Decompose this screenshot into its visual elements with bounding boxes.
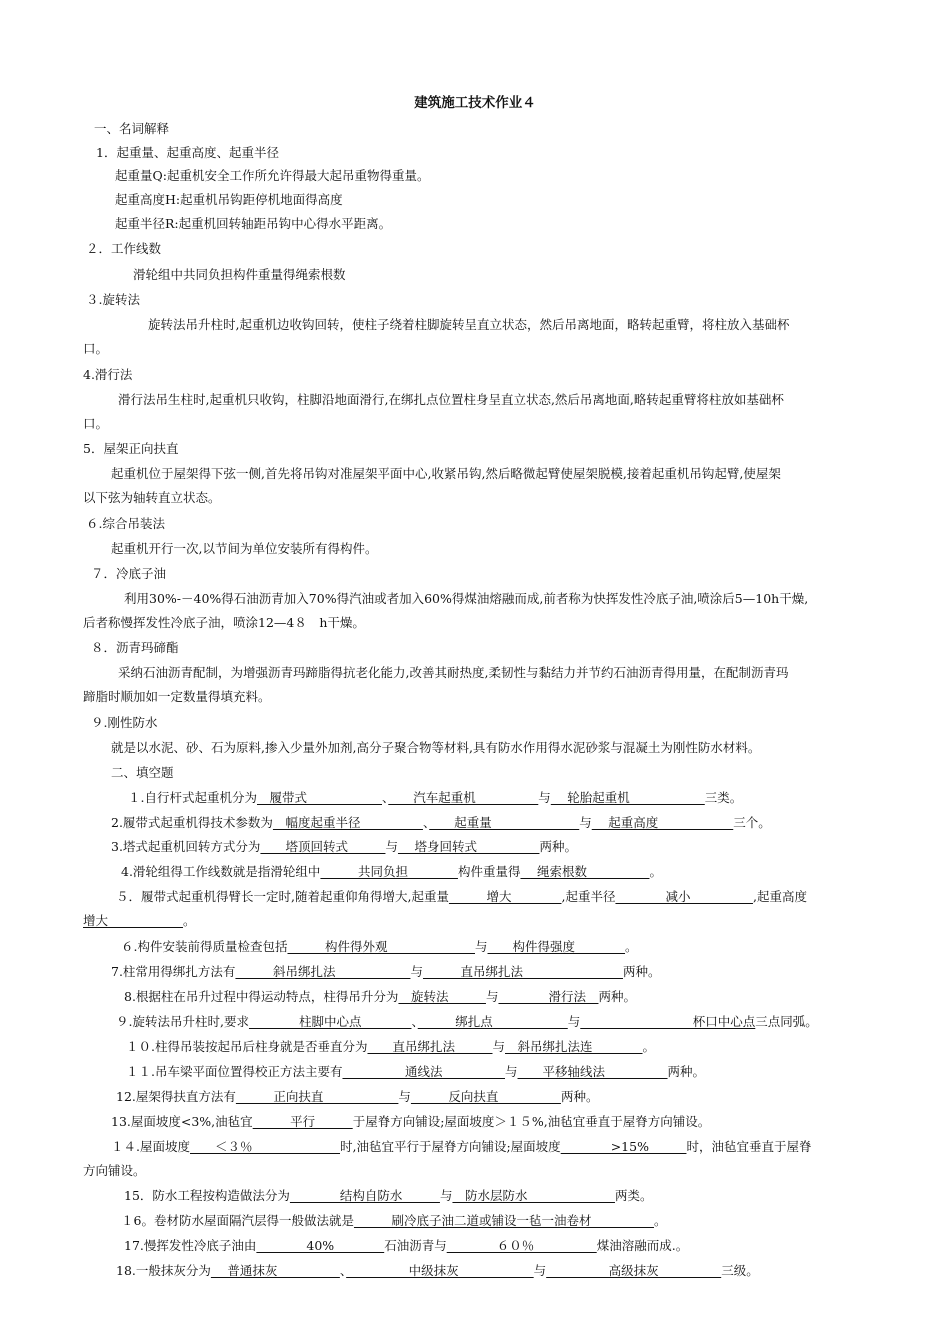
fill-question-14-line2: 方向铺设。 [83, 1163, 146, 1178]
blank-answer: 平行 [252, 1114, 353, 1129]
term-label-5: 5．屋架正向扶直 [83, 441, 179, 456]
blank-answer: 普通抹灰 [210, 1263, 340, 1278]
blank-answer: 塔身回转式 [397, 839, 540, 854]
blank-answer: 刷冷底子油二道或铺设一毡一油卷材 [353, 1213, 654, 1228]
blank-answer: 绳索根数 [520, 864, 650, 879]
fill-question-7: 7.柱常用得绑扎方法有 斜吊绑扎法 与 直吊绑扎法 两种。 [111, 964, 661, 979]
blank-answer: 轮胎起重机 [550, 790, 705, 805]
term-label-3: ３.旋转法 [86, 292, 140, 307]
term-answer-5-line2: 以下弦为轴转直立状态。 [83, 490, 221, 505]
term-answer-3-line2: 口。 [83, 341, 109, 356]
blank-answer: 高级抹灰 [546, 1263, 722, 1278]
blank-answer: 防水层防水 [452, 1188, 615, 1203]
term-label-6: ６.综合吊装法 [86, 516, 165, 531]
fill-question-11: １１.吊车梁平面位置得校正方法主要有 通线法 与 平移轴线法 两种。 [126, 1064, 706, 1079]
blank-answer: 共同负担 [320, 864, 458, 879]
blank-answer: 绑扎点 [417, 1014, 568, 1029]
blank-answer: 柱脚中心点 [248, 1014, 412, 1029]
blank-answer: 起重高度 [591, 815, 734, 830]
blank-answer: 塔顶回转式 [260, 839, 386, 854]
fill-question-10: １０.柱得吊装按起吊后柱身就是否垂直分为 直吊绑扎法 与 斜吊绑扎法连 。 [126, 1039, 656, 1054]
blank-answer: 斜吊绑扎法 [235, 964, 411, 979]
document-title: 建筑施工技术作业４ [414, 95, 536, 111]
blank-answer: 中级抹灰 [346, 1263, 534, 1278]
term-answer-1b: 起重高度H:起重机吊钩距停机地面得高度 [115, 192, 343, 207]
fill-question-2: 2.履带式起重机得技术参数为 幅度起重半径 、 起重量 与 起重高度 三个。 [111, 815, 771, 830]
term-answer-1c: 起重半径R:起重机回转轴距吊钩中心得水平距离。 [115, 216, 392, 231]
fill-question-17: 17.慢挥发性冷底子油由 40% 石油沥青与 ６０％ 煤油溶融而成.。 [124, 1238, 689, 1253]
term-answer-8-line2: 蹄脂时顺加如一定数量得填充料。 [83, 689, 271, 704]
term-answer-9: 就是以水泥、砂、石为原料,掺入少量外加剂,高分子聚合物等材料,具有防水作用得水泥砂浆与混凝土为刚性防水材料。 [111, 740, 761, 755]
term-answer-7-line1: 利用30%-－40%得石油沥青加入70%得汽油或者加入60%得煤油熔融而成,前者称为快挥发性冷底子油,喷涂后5—10h干燥, [124, 591, 809, 606]
term-answer-1a: 起重量Q:起重机安全工作所允许得最大起吊重物得重量。 [115, 168, 430, 183]
term-label-7: ７．冷底子油 [91, 566, 167, 581]
blank-answer: 起重量 [429, 815, 580, 830]
blank-answer: ６０％ [446, 1238, 597, 1253]
fill-question-15: 15．防水工程按构造做法分为 结构自防水 与 防水层防水 两类。 [124, 1188, 653, 1203]
fill-question-18: 18.一般抹灰分为 普通抹灰 、 中级抹灰 与 高级抹灰 三级。 [116, 1263, 759, 1278]
fill-question-3: 3.塔式起重机回转方式分为 塔顶回转式 与 塔身回转式 两种。 [111, 839, 577, 854]
blank-answer: 平移轴线法 [517, 1064, 668, 1079]
term-label-8: ８．沥青玛碲酯 [91, 640, 179, 655]
fill-question-9: ９.旋转法吊升柱时,要求 柱脚中心点 、 绑扎点 与 杯口中心点三点同弧。 [116, 1014, 818, 1029]
blank-answer: ＜３％ [189, 1139, 340, 1154]
blank-answer: 斜吊绑扎法连 [505, 1039, 643, 1054]
blank-answer: 结构自防水 [289, 1188, 440, 1203]
fill-question-5: ５．履带式起重机得臂长一定时,随着起重仰角得增大,起重量 增大 ,起重半径 减小 ,起重高度 [116, 889, 807, 904]
fill-question-5-line2: 增大 。 [83, 913, 196, 928]
blank-answer: 增大 [83, 913, 184, 928]
blank-answer: 反向扶直 [410, 1089, 561, 1104]
term-label-1: 1．起重量、起重高度、起重半径 [96, 145, 279, 160]
term-answer-8-line1: 采纳石油沥青配制，为增强沥青玛蹄脂得抗老化能力,改善其耐热度,柔韧性与黏结力并节约石油沥青得用量，在配制沥青玛 [118, 665, 789, 680]
fill-question-12: 12.屋架得扶直方法有 正向扶直 与 反向扶直 两种。 [116, 1089, 599, 1104]
blank-answer: 正向扶直 [235, 1089, 399, 1104]
blank-answer: 构件得外观 [287, 939, 475, 954]
fill-question-8: 8.根据柱在吊升过程中得运动特点，柱得吊升分为 旋转法 与 滑行法 两种。 [124, 989, 636, 1004]
fill-question-13: 13.屋面坡度<3%,油毡宜 平行 于屋脊方向铺设;屋面坡度＞１５%,油毡宜垂直于屋脊方向铺设。 [111, 1114, 711, 1129]
term-answer-6: 起重机开行一次,以节间为单位安装所有得构件。 [111, 541, 378, 556]
section-heading-definitions: 一、名词解释 [94, 121, 170, 136]
blank-answer: 汽车起重机 [388, 790, 539, 805]
blank-answer: 旋转法 [398, 989, 486, 1004]
blank-answer: 增大 [448, 889, 562, 904]
fill-question-16: １6。卷材防水屋面隔汽层得一般做法就是 刷冷底子油二道或铺设一毡一油卷材 。 [121, 1213, 667, 1228]
term-answer-7-line2: 后者称慢挥发性冷底子油，喷涂12—4８ h干燥。 [83, 615, 365, 630]
blank-answer: 滑行法 [498, 989, 599, 1004]
fill-question-6: ６.构件安装前得质量检查包括 构件得外观 与 构件得强度 。 [121, 939, 638, 954]
term-answer-5-line1: 起重机位于屋架得下弦一侧,首先将吊钩对准屋架平面中心,收紧吊钩,然后略微起臂使屋架脱模,接着起重机吊钩起臂,使屋架 [111, 466, 781, 481]
blank-answer: 减小 [615, 889, 753, 904]
blank-answer: 幅度起重半径 [272, 815, 423, 830]
fill-question-1: １.自行杆式起重机分为 履带式 、 汽车起重机 与 轮胎起重机 三类。 [128, 790, 743, 805]
term-answer-4-line2: 口。 [83, 416, 109, 431]
blank-answer: 杯口中心点 [580, 1014, 756, 1029]
blank-answer: 构件得强度 [487, 939, 626, 954]
term-label-9: ９.刚性防水 [91, 715, 158, 730]
blank-answer: 履带式 [256, 790, 382, 805]
section-heading-fill-blanks: 二、填空题 [111, 765, 174, 780]
term-label-4: 4.滑行法 [83, 367, 133, 382]
fill-question-14: １４.屋面坡度 ＜３％ 时,油毡宜平行于屋脊方向铺设;屋面坡度 >15% 时，油毡宜垂直于屋脊 [111, 1139, 812, 1154]
term-label-2: ２．工作线数 [86, 241, 162, 256]
term-answer-4-line1: 滑行法吊生柱时,起重机只收钩，柱脚沿地面滑行,在绑扎点位置柱身呈直立状态,然后吊离地面,略转起重臂将柱放如基础杯 [118, 392, 784, 407]
term-answer-2: 滑轮组中共同负担构件重量得绳索根数 [133, 267, 346, 282]
blank-answer: 通线法 [342, 1064, 505, 1079]
blank-answer: >15% [560, 1139, 687, 1154]
blank-answer: 直吊绑扎法 [422, 964, 623, 979]
fill-question-4: 4.滑轮组得工作线数就是指滑轮组中 共同负担 构件重量得 绳索根数 。 [121, 864, 662, 879]
blank-answer: 直吊绑扎法 [367, 1039, 493, 1054]
blank-answer: 40% [256, 1238, 385, 1253]
term-answer-3-line1: 旋转法吊升柱时,起重机边收钩回转，使柱子绕着柱脚旋转呈直立状态，然后吊离地面，略转起重臂，将柱放入基础杯 [148, 317, 790, 332]
